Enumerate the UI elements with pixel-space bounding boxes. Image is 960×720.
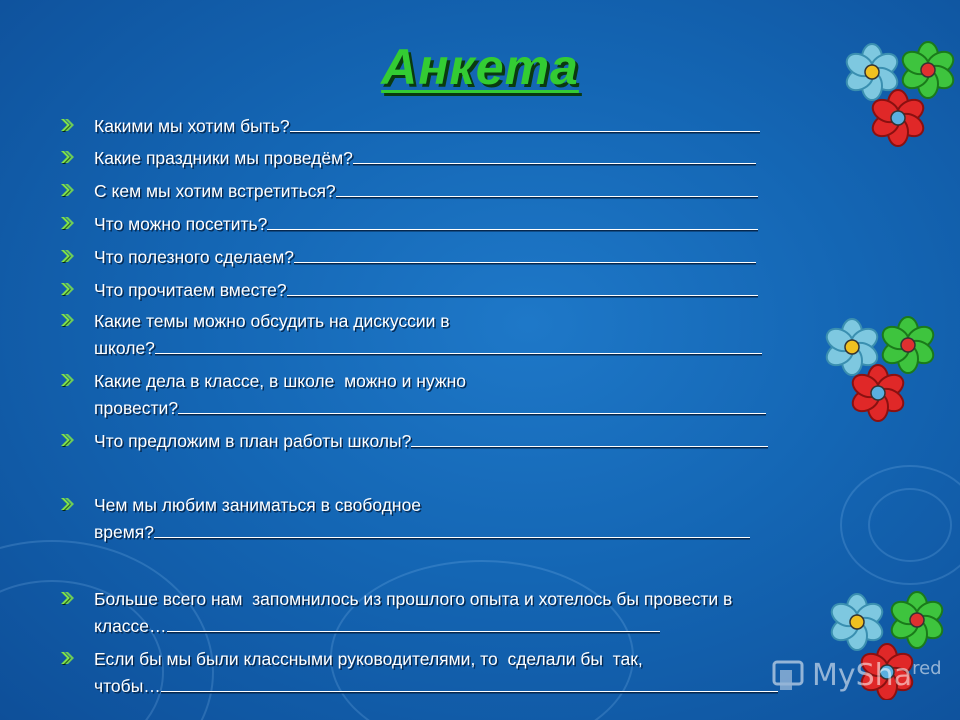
question-item [60, 211, 758, 238]
question-text-continued [60, 673, 778, 700]
question-label: время? [94, 522, 155, 542]
arrow-bullet-icon [60, 244, 76, 268]
arrow-bullet-icon [60, 145, 76, 169]
arrow-bullet-icon [60, 492, 76, 516]
question-text [60, 368, 766, 395]
flower-green-icon [888, 592, 945, 648]
question-label: Какие дела в классе, в школе можно и нужно [94, 371, 466, 391]
arrow-bullet-icon [60, 277, 76, 301]
question-item [60, 646, 778, 700]
question-label: Больше всего нам запомнилось из прошлого опыта и хотелось бы провести в [94, 589, 733, 609]
watermark-logo-icon [770, 658, 810, 698]
watermark [770, 652, 960, 702]
question-label: Что полезного сделаем? [94, 247, 295, 267]
question-text [60, 586, 732, 613]
question-text [60, 277, 758, 304]
question-text [60, 646, 778, 673]
flower-green-icon [899, 42, 957, 98]
answer-blank-line[interactable] [178, 395, 766, 414]
arrow-bullet-icon [60, 646, 76, 670]
arrow-bullet-icon [60, 178, 76, 202]
question-text-continued [60, 395, 766, 422]
question-label: Что можно посетить? [94, 214, 268, 234]
question-text [60, 113, 760, 140]
question-label: Какие праздники мы проведём? [94, 148, 353, 168]
answer-blank-line[interactable] [167, 613, 660, 632]
question-text [60, 211, 758, 238]
answer-blank-line[interactable] [353, 145, 756, 164]
question-item [60, 178, 758, 205]
question-label: С кем мы хотим встретиться? [94, 181, 336, 201]
question-label: классе… [94, 616, 167, 636]
ripple-decoration [840, 465, 960, 585]
watermark-text: MySha$^{red}$ [812, 658, 942, 693]
question-text [60, 428, 768, 455]
arrow-bullet-icon [60, 586, 76, 610]
question-label: Какие темы можно обсудить на дискуссии в [94, 311, 450, 331]
arrow-bullet-icon [60, 113, 76, 137]
answer-blank-line[interactable] [267, 211, 758, 230]
question-text [60, 308, 762, 335]
arrow-bullet-icon [60, 428, 76, 452]
flower-icon [820, 315, 940, 425]
question-item [60, 586, 732, 640]
question-text-continued [60, 613, 732, 640]
question-label: Чем мы любим заниматься в свободное [94, 495, 422, 515]
question-item [60, 428, 768, 455]
question-label: школе? [94, 338, 155, 358]
flower-green-icon [879, 317, 937, 373]
answer-blank-line[interactable] [155, 335, 762, 354]
question-item [60, 492, 750, 546]
question-item [60, 308, 762, 362]
question-text-continued [60, 335, 762, 362]
question-item [60, 145, 756, 172]
question-label: Если бы мы были классными руководителями, то сделали бы так, [94, 649, 643, 669]
arrow-bullet-icon [60, 308, 76, 332]
answer-blank-line[interactable] [294, 244, 756, 263]
question-label: Что прочитаем вместе? [94, 280, 287, 300]
question-text [60, 244, 756, 271]
question-label: провести? [94, 398, 179, 418]
answer-blank-line[interactable] [161, 673, 778, 692]
question-text [60, 492, 750, 519]
question-text [60, 178, 758, 205]
question-text [60, 145, 756, 172]
arrow-bullet-icon [60, 368, 76, 392]
flower-icon [840, 40, 960, 150]
question-item [60, 368, 766, 422]
flower-blue-icon [828, 594, 886, 650]
answer-blank-line[interactable] [290, 113, 760, 132]
arrow-bullet-icon [60, 211, 76, 235]
question-item [60, 277, 758, 304]
question-label: чтобы… [94, 676, 161, 696]
question-item [60, 113, 760, 140]
question-text-continued [60, 519, 750, 546]
question-item [60, 244, 756, 271]
question-label: Какими мы хотим быть? [94, 116, 290, 136]
answer-blank-line[interactable] [154, 519, 750, 538]
answer-blank-line[interactable] [336, 178, 758, 197]
question-label: Что предложим в план работы школы? [94, 431, 412, 451]
page-title: Анкета [381, 39, 579, 95]
answer-blank-line[interactable] [411, 428, 768, 447]
answer-blank-line[interactable] [287, 277, 758, 296]
